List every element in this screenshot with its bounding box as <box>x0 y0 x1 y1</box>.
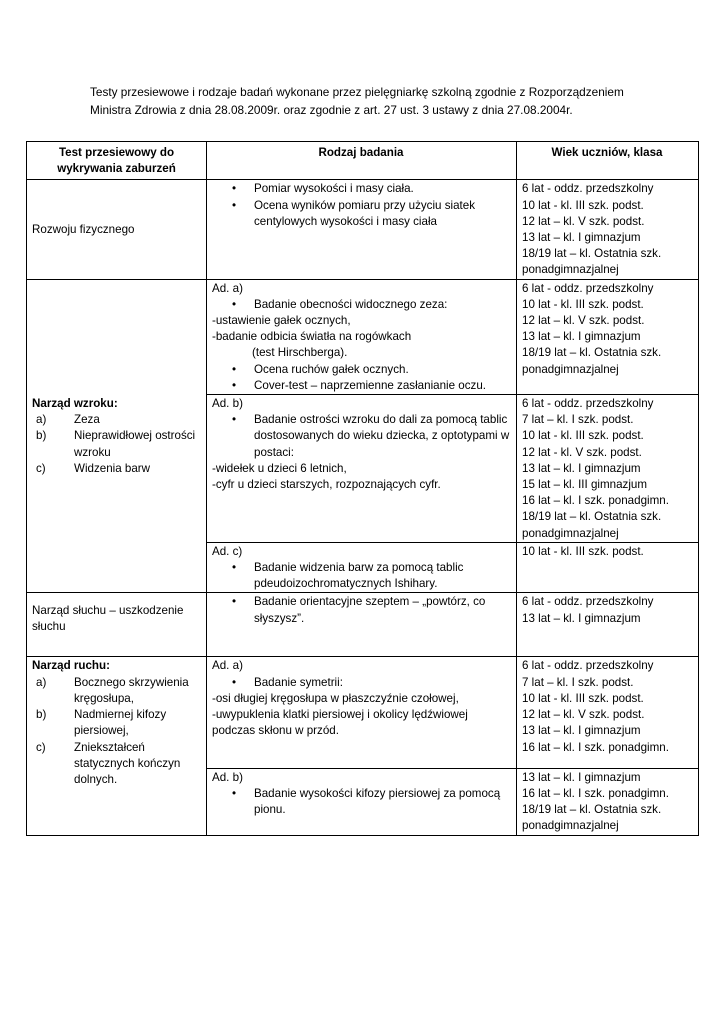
age-item: 18/19 lat – kl. Ostatnia szk. ponadgimnazjalnej <box>522 803 662 833</box>
age-item: 18/19 lat – kl. Ostatnia szk. ponadgimnazjalnej <box>522 346 662 376</box>
age-item: 13 lat – kl. I gimnazjum <box>522 724 641 738</box>
age-item: 13 lat – kl. I gimnazjum <box>522 330 641 344</box>
wzrok-a-line-2: -badanie odbicia światła na rogówkach <box>212 330 412 344</box>
header-test <box>27 142 207 180</box>
bullet-icon: • <box>231 561 236 575</box>
bullet-icon: • <box>231 182 236 196</box>
sluch-examination <box>207 593 517 657</box>
sluch-ages <box>517 593 699 657</box>
age-item: 6 lat - oddz. przedszkolny <box>522 182 654 196</box>
age-item: 10 lat - kl. III szk. podst. <box>522 429 644 443</box>
age-item: 13 lat – kl. I gimnazjum <box>522 770 641 784</box>
intro-line-1: Testy przesiewowe i rodzaje badań wykonane przez pielęgniarkę szkolną zgodnie z Rozporządzeniem <box>90 85 624 99</box>
list-item: • Badanie wysokości kifozy piersiowej za pomocą pionu. <box>212 786 510 818</box>
table-row-wzrok-a <box>27 279 699 394</box>
list-item: • Badanie widzenia barw za pomocą tablic pdeudoizochromatycznych Ishihary. <box>212 560 510 592</box>
ruch-list <box>32 675 200 788</box>
wzrok-a-label: Ad. a) <box>212 281 243 295</box>
wzrok-a-ages <box>517 279 699 394</box>
age-item: 6 lat - oddz. przedszkolny <box>522 281 654 295</box>
list-item: c) Zniekształceń statycznych kończyn dolnych. <box>36 740 181 786</box>
header-age: Wiek uczniów, klasa <box>517 142 699 180</box>
wzrok-list <box>32 412 200 477</box>
table-row-sluch <box>27 593 699 657</box>
table-row-rozwoj <box>27 180 699 279</box>
list-item: a) Zeza <box>36 413 100 427</box>
ruch-a-examination <box>207 657 517 768</box>
ruch-a-label: Ad. a) <box>212 659 243 673</box>
table-row-ruch-a <box>27 657 699 768</box>
age-item: 13 lat – kl. I gimnazjum <box>522 611 641 625</box>
age-item: 6 lat - oddz. przedszkolny <box>522 659 654 673</box>
wzrok-a-line-1: -ustawienie gałek ocznych, <box>212 314 351 328</box>
bullet-icon: • <box>231 378 236 392</box>
age-item: 6 lat - oddz. przedszkolny <box>522 595 654 609</box>
bullet-icon: • <box>231 413 236 427</box>
list-item: • Badanie obecności widocznego zeza: <box>212 297 510 313</box>
ruch-title: Narząd ruchu: <box>32 659 110 673</box>
sluch-title: Narząd słuchu – uszkodzenie słuchu <box>32 604 184 634</box>
bullet-icon: • <box>231 595 236 609</box>
age-item: 12 lat – kl. V szk. podst. <box>522 214 645 228</box>
wzrok-a-line-3: (test Hirschberga). <box>252 346 348 360</box>
age-item: 7 lat – kl. I szk. podst. <box>522 413 634 427</box>
age-item: 10 lat - kl. III szk. podst. <box>522 297 644 311</box>
wzrok-c-label: Ad. c) <box>212 544 243 558</box>
age-item: 15 lat – kl. III gimnazjum <box>522 478 648 492</box>
intro-line-2: Ministra Zdrowia z dnia 28.08.2009r. oraz zgodnie z art. 27 ust. 3 ustawy z dnia 27.08.2004r. <box>90 102 573 117</box>
ruch-b-ages <box>517 768 699 835</box>
wzrok-a-examination <box>207 279 517 394</box>
bullet-icon: • <box>231 198 236 212</box>
wzrok-c-examination <box>207 542 517 593</box>
age-item: 12 lat - kl. V szk. podst. <box>522 445 642 459</box>
wzrok-b-examination <box>207 395 517 543</box>
table-header-row <box>27 142 699 180</box>
screening-table <box>26 141 699 836</box>
row-title-ruch <box>27 657 207 835</box>
wzrok-b-line-1: -widełek u dzieci 6 letnich, <box>212 461 347 475</box>
list-item: • Badanie orientacyjne szeptem – „powtórz, co słyszysz”. <box>212 594 510 626</box>
wzrok-c-ages <box>517 542 699 593</box>
list-item: b) Nieprawidłowej ostrości wzroku <box>36 429 196 459</box>
wzrok-b-label: Ad. b) <box>212 397 243 411</box>
ruch-b-examination <box>207 768 517 835</box>
row-title-sluch <box>27 593 207 657</box>
header-test-line-2: wykrywania zaburzeń <box>57 162 176 176</box>
list-item: b) Nadmiernej kifozy piersiowej, <box>36 708 167 738</box>
ruch-b-label: Ad. b) <box>212 770 243 784</box>
age-item: 12 lat – kl. V szk. podst. <box>522 708 645 722</box>
bullet-icon: • <box>231 297 236 311</box>
rozwoj-title: Rozwoju fizycznego <box>32 222 135 236</box>
list-item: • Badanie symetrii: <box>212 675 510 691</box>
age-item: 10 lat - kl. III szk. podst. <box>522 544 644 558</box>
ruch-a-line-2: -uwypuklenia klatki piersiowej i okolicy lędźwiowej podczas skłonu w przód. <box>212 708 468 738</box>
list-item: a) Bocznego skrzywienia kręgosłupa, <box>36 675 189 705</box>
wzrok-title: Narząd wzroku: <box>32 397 118 411</box>
bullet-icon: • <box>231 786 236 800</box>
list-item: c) Widzenia barw <box>36 461 151 475</box>
list-item: • Ocena ruchów gałek ocznych. <box>212 362 510 378</box>
intro-text <box>90 84 670 119</box>
wzrok-b-ages <box>517 395 699 543</box>
age-item: 16 lat – kl. I szk. ponadgimn. <box>522 740 669 754</box>
list-item: • Pomiar wysokości i masy ciała. <box>212 181 510 197</box>
age-item: 18/19 lat – kl. Ostatnia szk. ponadgimnazjalnej <box>522 247 662 277</box>
ruch-a-line-1: -osi długiej kręgosłupa w płaszczyźnie czołowej, <box>212 691 459 705</box>
bullet-icon: • <box>231 362 236 376</box>
header-test-line-1: Test przesiewowy do <box>58 146 175 159</box>
age-item: 13 lat – kl. I gimnazjum <box>522 461 641 475</box>
list-item: • Badanie ostrości wzroku do dali za pomocą tablic dostosowanych do wieku dziecka, z optotypami w postaci: <box>212 412 510 461</box>
wzrok-b-line-2: -cyfr u dzieci starszych, rozpoznających cyfr. <box>212 478 441 492</box>
age-item: 13 lat – kl. I gimnazjum <box>522 231 641 245</box>
list-item: • Ocena wyników pomiaru przy użyciu siatek centylowych wysokości i masy ciała <box>212 198 510 230</box>
age-item: 7 lat – kl. I szk. podst. <box>522 675 634 689</box>
list-item: • Cover-test – naprzemienne zasłanianie oczu. <box>212 378 510 394</box>
age-item: 10 lat - kl. III szk. podst. <box>522 198 644 212</box>
header-type: Rodzaj badania <box>207 142 517 180</box>
age-item: 18/19 lat – kl. Ostatnia szk. ponadgimnazjalnej <box>522 510 662 540</box>
row-title-rozwoj <box>27 180 207 279</box>
age-item: 6 lat - oddz. przedszkolny <box>522 397 654 411</box>
rozwoj-examination <box>207 180 517 279</box>
age-item: 12 lat – kl. V szk. podst. <box>522 314 645 328</box>
age-item: 16 lat – kl. I szk. ponadgimn. <box>522 494 669 508</box>
rozwoj-ages <box>517 180 699 279</box>
age-item: 16 lat – kl. I szk. ponadgimn. <box>522 786 669 800</box>
ruch-a-ages <box>517 657 699 768</box>
row-title-wzrok <box>27 279 207 593</box>
bullet-icon: • <box>231 675 236 689</box>
age-item: 10 lat - kl. III szk. podst. <box>522 691 644 705</box>
